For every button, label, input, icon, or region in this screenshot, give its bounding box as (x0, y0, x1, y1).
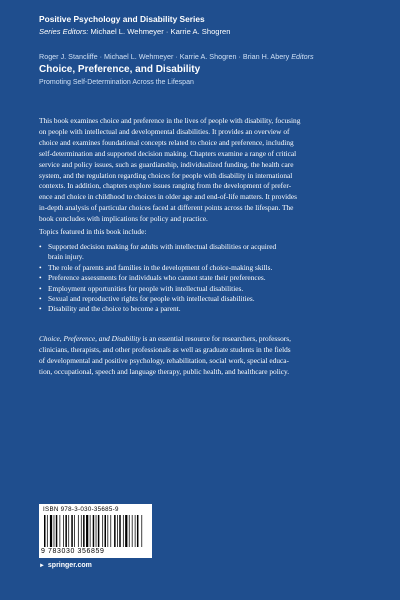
list-item (39, 263, 369, 273)
closing-first-line-rest: is an essential resource for researchers, professors, (140, 334, 291, 343)
series-editors-names: Michael L. Wehmeyer · Karrie A. Shogren (90, 27, 231, 36)
list-item (39, 304, 369, 314)
publisher-name: springer.com (47, 562, 92, 569)
list-item-text: Preference assessments for individuals who cannot state their preferences. (48, 273, 266, 283)
closing-paragraph (39, 334, 369, 378)
list-item-text: The role of parents and families in the development of choice-making skills. (48, 262, 273, 272)
bullet-icon: • (39, 242, 42, 251)
series-editors-label: Series Editors: (39, 27, 89, 36)
isbn-label: ISBN 978-3-030-35685-9 (43, 506, 119, 513)
closing-book-title: Choice, Preference, and Disability (39, 334, 141, 343)
bullet-icon: • (39, 273, 42, 283)
description-paragraph (39, 116, 369, 225)
editors-suffix: Editors (291, 52, 314, 61)
series-editors (39, 27, 231, 36)
closing-line: clinicians, therapists, and other professionals as well as graduate students in the fields (39, 344, 291, 354)
closing-line: of developmental and positive psychology, rehabilitation, social work, special educa- (39, 355, 289, 365)
topics-intro: Topics featured in this book include: (39, 227, 147, 236)
bullet-icon: • (39, 304, 42, 314)
bullet-icon: • (39, 294, 42, 304)
list-item-text: Employment opportunities for people with intellectual disabilities. (48, 283, 244, 293)
description-line: ence and choice in childhood to choices in older age and end-of-life matters. It provides (39, 192, 297, 202)
barcode-digits: 9 783030 356859 (41, 548, 105, 555)
closing-line: tion, occupational, speech and language therapy, public health, and healthcare policy. (39, 366, 290, 376)
list-item-text: Sexual and reproductive rights for people with intellectual disabilities. (48, 294, 255, 304)
list-item-text: brain injury. (48, 252, 84, 262)
list-item (39, 273, 369, 283)
book-subtitle: Promoting Self-Determination Across the Lifespan (39, 79, 194, 86)
description-line: self-determination and supported decision making. Chapters examine a range of critical (39, 148, 297, 158)
list-item-text: Disability and the choice to become a parent. (48, 304, 181, 314)
list-item-text: Supported decision making for adults with intellectual disabilities or acquired (48, 242, 277, 251)
description-line: service and policy issues, such as guardianship, individualized funding, the health care (39, 159, 294, 169)
book-authors (39, 52, 314, 61)
bullet-icon: • (39, 262, 42, 272)
description-line: contexts. In addition, chapters explore issues ranging from the development of prefer- (39, 181, 292, 191)
bullet-icon: • (39, 283, 42, 293)
book-title: Choice, Preference, and Disability (39, 64, 201, 75)
author-names: Roger J. Stancliffe · Michael L. Wehmeyer · Karrie A. Shogren · Brian H. Abery (39, 52, 290, 61)
isbn-barcode (39, 504, 152, 558)
arrow-icon: ► (39, 563, 45, 569)
barcode-icon (43, 515, 148, 547)
description-line: system, and the regulation regarding choices for people with disability in international (39, 170, 293, 180)
description-line: on people with intellectual and developmental disabilities. It provides an overview of (39, 126, 290, 136)
closing-first-line (39, 334, 369, 345)
description-line: This book examines choice and preference in the lives of people with disability, focusing (39, 116, 301, 125)
book-description (39, 116, 369, 225)
list-item (39, 284, 369, 294)
description-line: choice and examines foundational concepts related to choice and preference, including (39, 137, 294, 147)
list-item (39, 242, 369, 263)
publisher-link[interactable] (39, 562, 92, 569)
list-item (39, 294, 369, 304)
series-title: Positive Psychology and Disability Series (39, 14, 205, 24)
description-line: book concludes with implications for policy and practice. (39, 214, 208, 224)
description-line: in-depth analysis of particular choices faced at different points across the lifespan. The (39, 203, 294, 213)
topics-list (39, 242, 369, 315)
